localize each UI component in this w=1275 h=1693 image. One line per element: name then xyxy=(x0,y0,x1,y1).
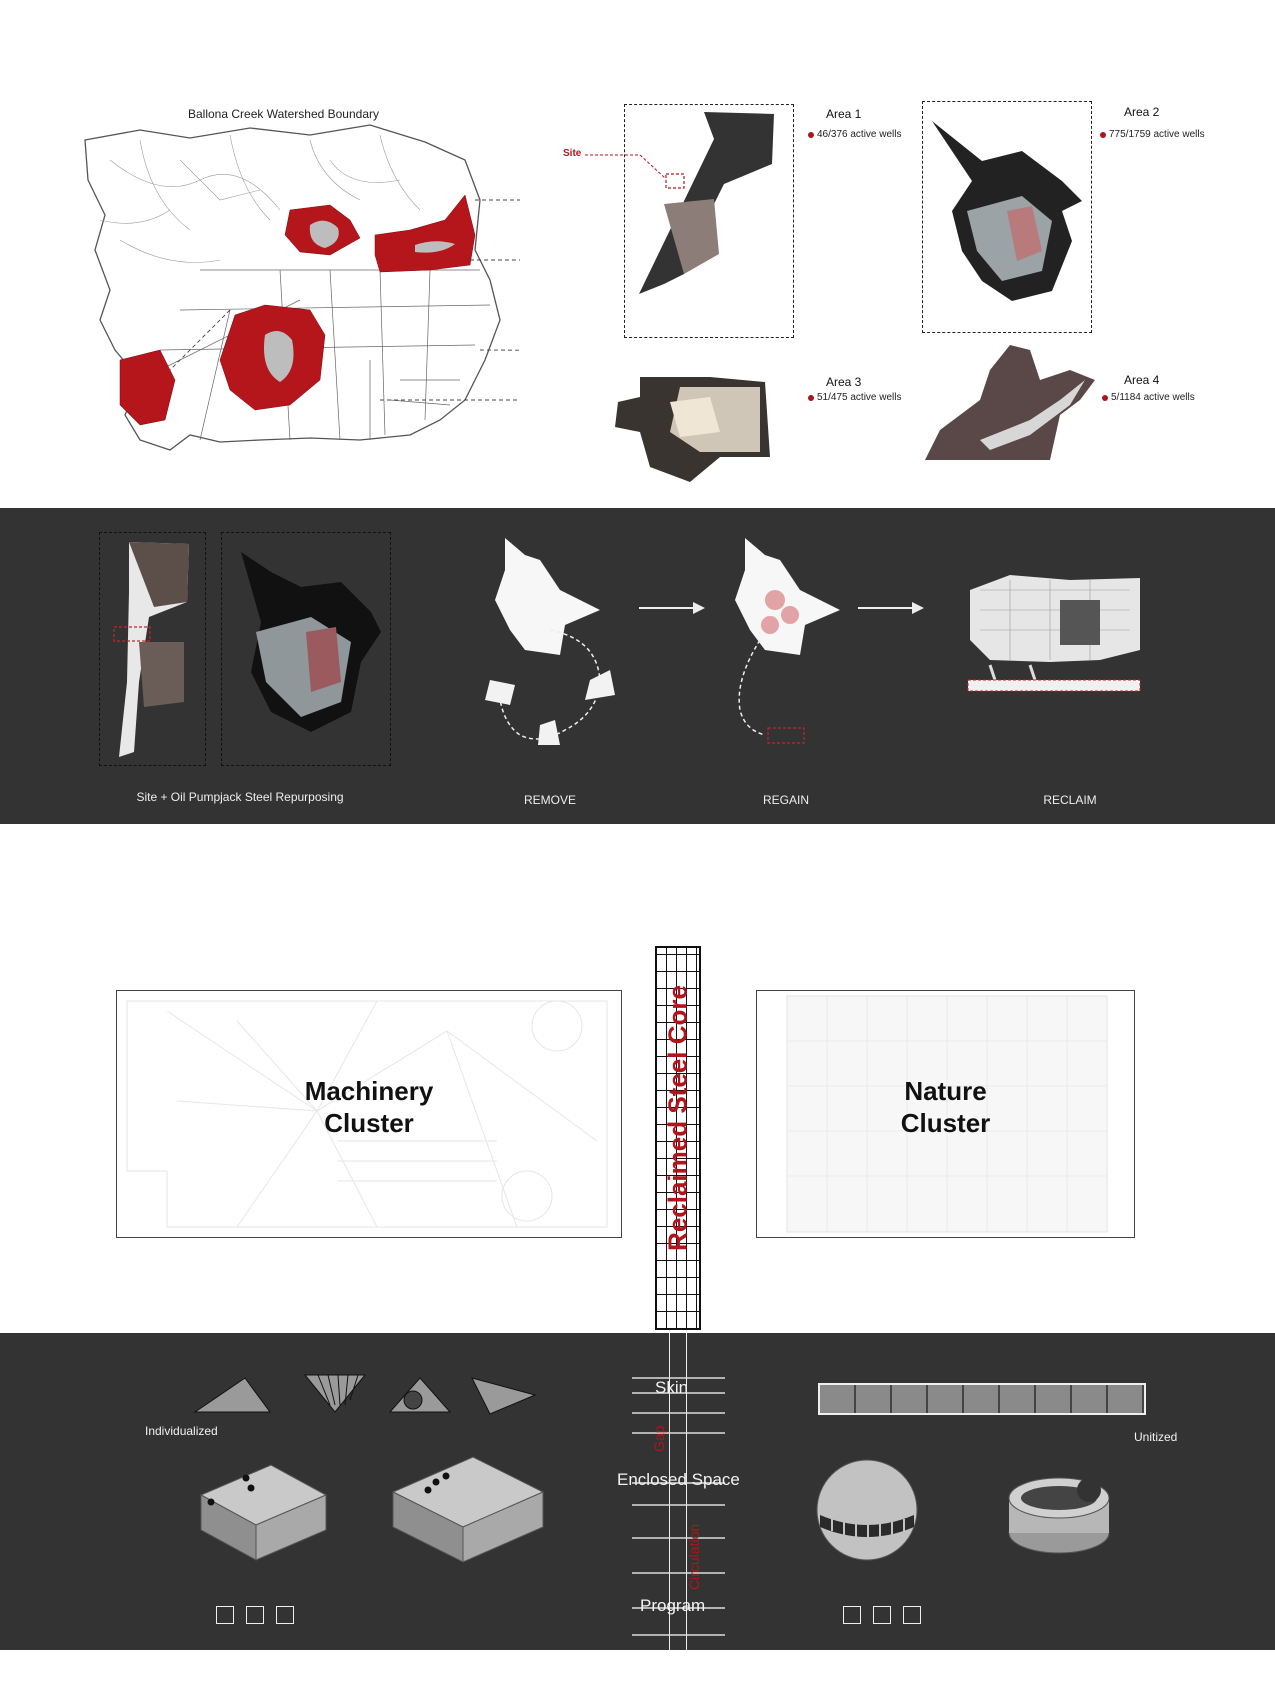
layer-gap: Gap xyxy=(651,1425,667,1452)
machinery-title-line-1: Machinery xyxy=(304,1076,434,1106)
watershed-map xyxy=(80,120,520,465)
machinery-cluster-title xyxy=(117,1075,621,1139)
individualized-triangles xyxy=(195,1686,196,1687)
sphere-module xyxy=(812,1455,922,1565)
area-3-title: Area 3 xyxy=(826,375,862,389)
well-dot-icon xyxy=(808,395,814,401)
site-label: Site xyxy=(563,148,582,159)
left-square-icons xyxy=(216,1606,306,1629)
area-3-map xyxy=(610,372,780,492)
site-leader-line xyxy=(585,153,670,183)
square-icon xyxy=(216,1606,234,1624)
step-remove: REMOVE xyxy=(523,793,576,807)
process-caption: Site + Oil Pumpjack Steel Repurposing xyxy=(136,790,344,804)
square-icon xyxy=(276,1606,294,1624)
site-strip-map xyxy=(99,532,204,764)
layer-circulation: Circulation xyxy=(686,1523,702,1590)
layer-enclosed-space: Enclosed Space xyxy=(617,1470,740,1489)
well-dot-icon xyxy=(1100,132,1106,138)
machinery-title-line-2: Cluster xyxy=(324,1108,414,1138)
arrow-icon xyxy=(856,600,926,616)
area-4-map xyxy=(920,340,1100,460)
core-label: Reclaimed Steel Core xyxy=(662,985,693,1251)
box-module-right xyxy=(388,1452,548,1567)
arrow-icon xyxy=(637,600,707,616)
watershed-title: Ballona Creek Watershed Boundary xyxy=(188,107,379,121)
individualized-label: Individualized xyxy=(145,1424,218,1438)
well-dot-icon xyxy=(1102,395,1108,401)
remove-diagram xyxy=(480,530,640,760)
well-dot-icon xyxy=(808,132,814,138)
area-2-stat: 775/1759 active wells xyxy=(1100,129,1205,140)
individualized-modules xyxy=(190,1680,191,1681)
triangle-module-row xyxy=(190,1370,550,1420)
layer-program: Program xyxy=(640,1596,706,1615)
triangle-shapes xyxy=(190,1685,191,1686)
area-4-title: Area 4 xyxy=(1124,373,1160,387)
box-module-left xyxy=(196,1460,331,1565)
area-4-stat: 5/1184 active wells xyxy=(1102,392,1195,403)
right-square-icons xyxy=(843,1606,933,1629)
unitized-strip xyxy=(818,1383,1146,1415)
nature-title-line-1: Nature xyxy=(904,1076,987,1106)
area-2-title: Area 2 xyxy=(1124,105,1160,119)
step-regain: REGAIN xyxy=(762,793,809,807)
square-icon xyxy=(843,1606,861,1624)
area-1-title: Area 1 xyxy=(826,107,862,121)
triangle-module-icons xyxy=(190,1677,191,1678)
cylinder-module xyxy=(1004,1468,1114,1558)
area-3-stat: 51/475 active wells xyxy=(808,392,902,403)
unitized-label: Unitized xyxy=(1134,1430,1178,1444)
nature-cluster-title xyxy=(757,1075,1134,1139)
step-reclaim: RECLAIM xyxy=(1043,793,1097,807)
layer-skin: Skin xyxy=(655,1378,689,1397)
area-2-map xyxy=(922,101,1092,333)
nature-cluster-box xyxy=(756,990,1135,1238)
machinery-cluster-box xyxy=(116,990,622,1238)
triangle-glyphs xyxy=(190,1688,191,1689)
area-1-stat: 46/376 active wells xyxy=(808,129,902,140)
square-icon xyxy=(873,1606,891,1624)
square-icon xyxy=(246,1606,264,1624)
area-1-map xyxy=(624,104,794,336)
square-icon xyxy=(903,1606,921,1624)
regain-diagram xyxy=(720,530,880,760)
area-overview-map xyxy=(221,532,389,764)
reclaim-section xyxy=(950,570,1150,705)
nature-title-line-2: Cluster xyxy=(900,1108,991,1138)
individual-units-drawing xyxy=(190,1683,191,1684)
